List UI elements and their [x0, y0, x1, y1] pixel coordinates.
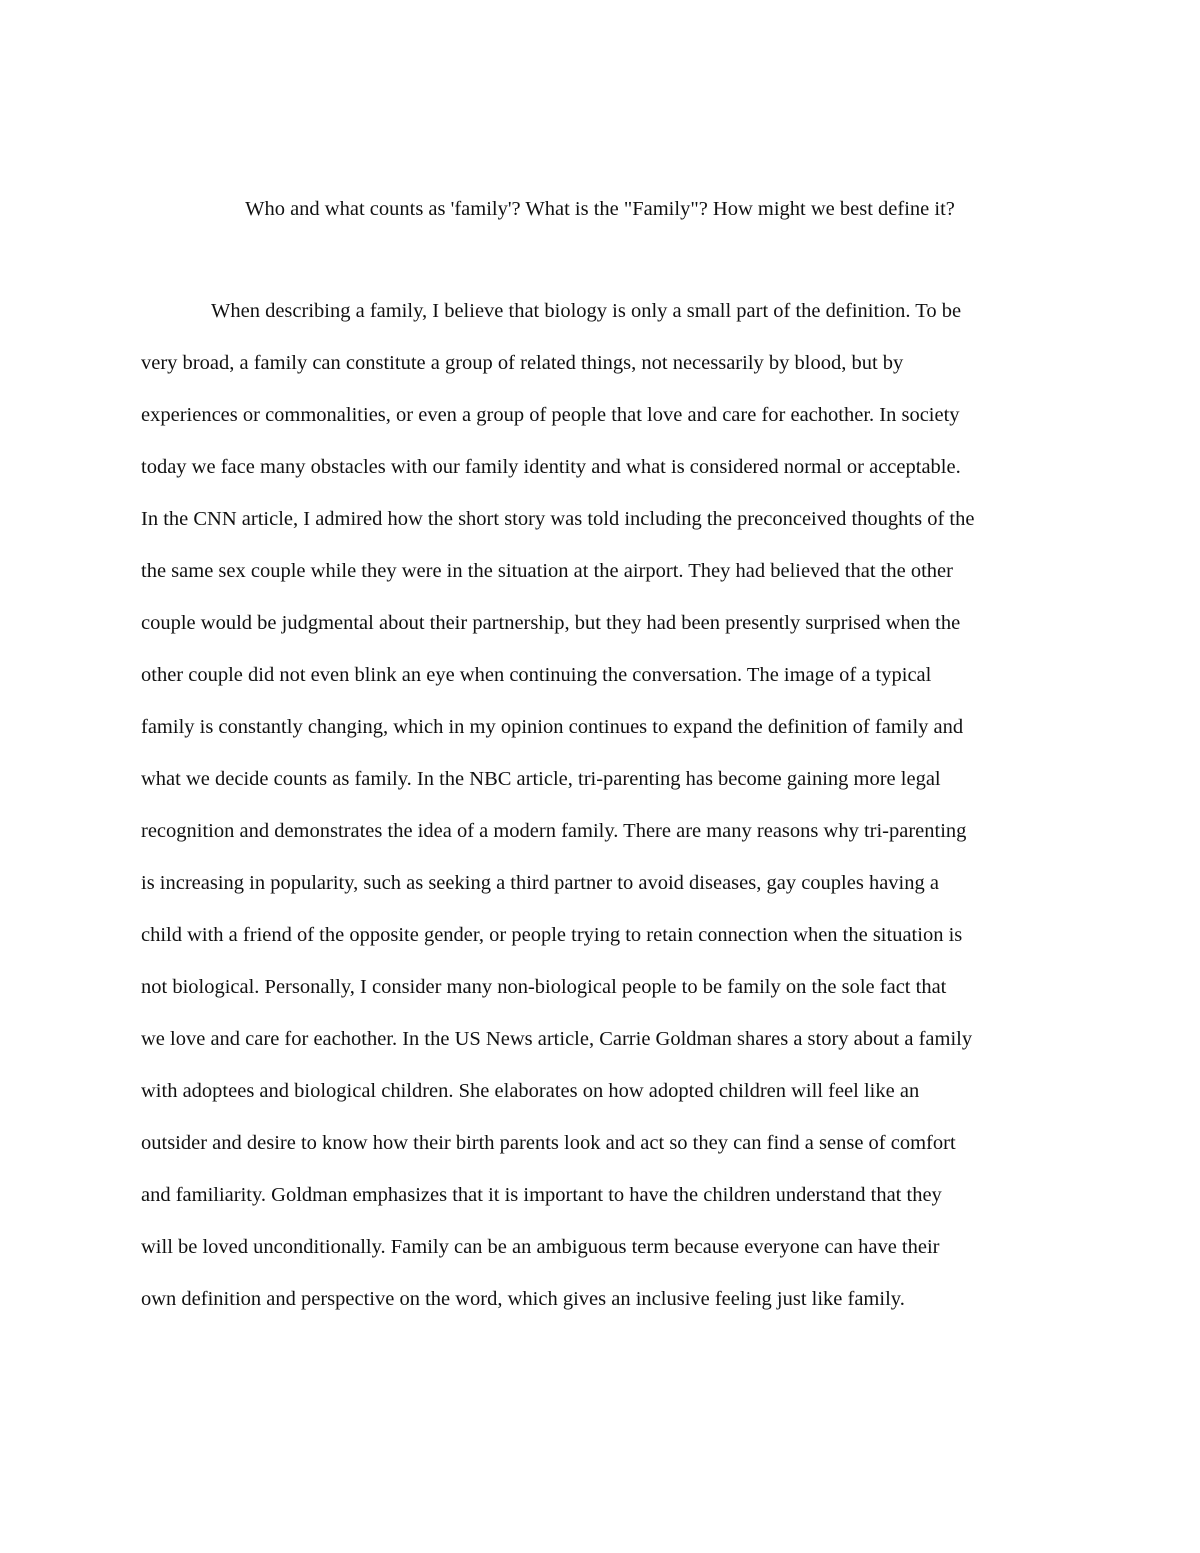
paragraph-line: the same sex couple while they were in the situation at the airport. They had believed that the other — [141, 560, 953, 582]
paragraph-line: child with a friend of the opposite gender, or people trying to retain connection when the situation is — [141, 924, 963, 946]
paragraph-line: will be loved unconditionally. Family can be an ambiguous term because everyone can have their — [141, 1236, 940, 1258]
paragraph-line: outsider and desire to know how their birth parents look and act so they can find a sense of comfort — [141, 1132, 956, 1154]
paragraph-line: family is constantly changing, which in my opinion continues to expand the definition of family and — [141, 716, 964, 738]
paragraph-line: very broad, a family can constitute a group of related things, not necessarily by blood, but by — [141, 352, 904, 374]
paragraph-line: couple would be judgmental about their partnership, but they had been presently surprised when the — [141, 612, 961, 634]
paragraph-line: with adoptees and biological children. She elaborates on how adopted children will feel like an — [141, 1080, 920, 1102]
document-title: Who and what counts as 'family'? What is the "Family"? How might we best define it? — [245, 198, 955, 220]
paragraph-line: When describing a family, I believe that biology is only a small part of the definition. To be — [211, 300, 962, 322]
paragraph-line: and familiarity. Goldman emphasizes that it is important to have the children understand that they — [141, 1184, 942, 1206]
paragraph-line: we love and care for eachother. In the US News article, Carrie Goldman shares a story about a family — [141, 1028, 973, 1050]
paragraph-line: what we decide counts as family. In the NBC article, tri-parenting has become gaining more legal — [141, 768, 941, 790]
paragraph-line: is increasing in popularity, such as seeking a third partner to avoid diseases, gay couples having a — [141, 872, 939, 894]
paragraph-line: In the CNN article, I admired how the short story was told including the preconceived thoughts of the — [141, 508, 975, 530]
paragraph-line: other couple did not even blink an eye when continuing the conversation. The image of a typical — [141, 664, 932, 686]
essay-paragraph — [141, 298, 1101, 1338]
paragraph-line: own definition and perspective on the word, which gives an inclusive feeling just like family. — [141, 1288, 905, 1310]
paragraph-line: recognition and demonstrates the idea of a modern family. There are many reasons why tri-parenting — [141, 820, 967, 842]
paragraph-line: not biological. Personally, I consider many non-biological people to be family on the sole fact that — [141, 976, 947, 998]
paragraph-line: experiences or commonalities, or even a group of people that love and care for eachother. In society — [141, 404, 960, 426]
paragraph-line: today we face many obstacles with our family identity and what is considered normal or acceptable. — [141, 456, 961, 478]
